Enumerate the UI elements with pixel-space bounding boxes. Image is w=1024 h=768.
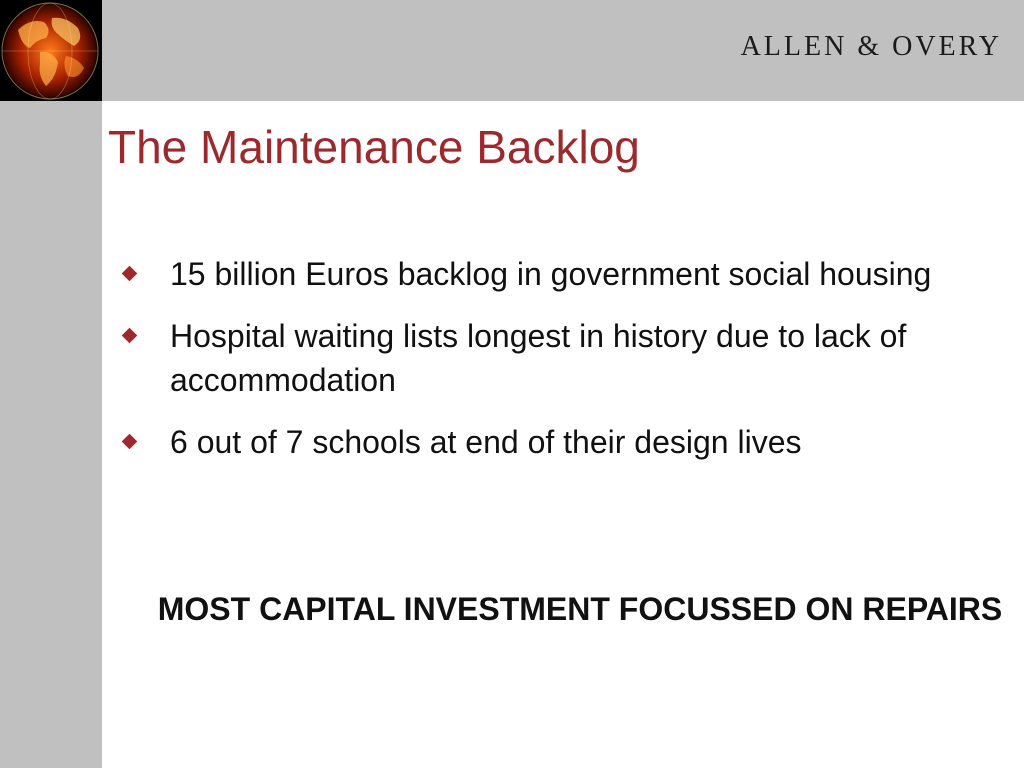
bullet-text: 15 billion Euros backlog in government social housing (170, 256, 932, 292)
bullet-text: Hospital waiting lists longest in history due to lack of accommodation (170, 318, 907, 398)
globe-icon (0, 0, 102, 101)
diamond-bullet-icon (122, 328, 138, 344)
bullet-list (118, 252, 998, 482)
conclusion-text: MOST CAPITAL INVESTMENT FOCUSSED ON REPAIRS (157, 591, 1003, 627)
diamond-bullet-icon (122, 266, 138, 282)
bullet-text: 6 out of 7 schools at end of their design lives (170, 424, 802, 460)
slide-title: The Maintenance Backlog (108, 121, 640, 173)
diamond-bullet-icon (122, 434, 138, 450)
bullet-item (118, 314, 998, 402)
bullet-item (118, 252, 998, 296)
bullet-item (118, 420, 998, 464)
left-band (0, 0, 102, 768)
brand-wordmark: ALLEN & OVERY (740, 31, 1002, 62)
